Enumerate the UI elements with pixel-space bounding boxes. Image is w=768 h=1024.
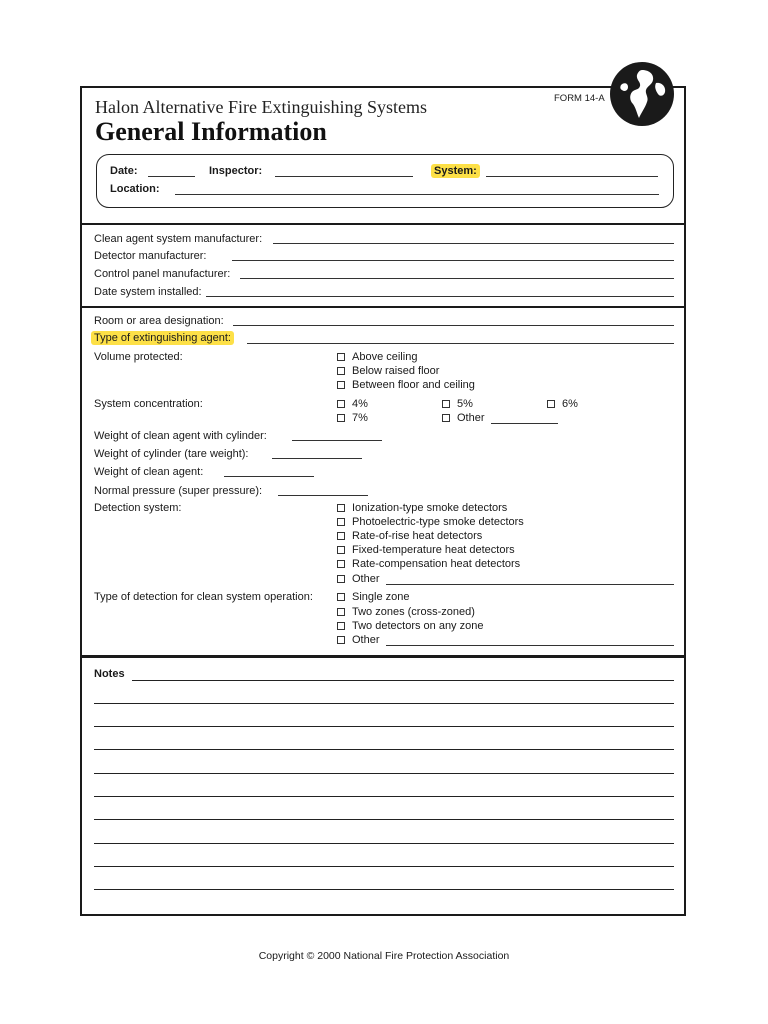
checkbox-icon[interactable] <box>442 414 450 422</box>
checkbox-icon[interactable] <box>337 353 345 361</box>
clean-agent-manufacturer-field[interactable] <box>273 243 674 244</box>
detection-option-label: Rate-compensation heat detectors <box>352 558 521 570</box>
detector-manufacturer-label: Detector manufacturer: <box>94 250 207 262</box>
concentration-option-label: 7% <box>352 412 368 424</box>
detection-option-label: Other <box>352 573 380 585</box>
location-label: Location: <box>110 183 160 195</box>
control-panel-manufacturer-field[interactable] <box>240 278 674 279</box>
concentration-other-field[interactable] <box>491 423 558 424</box>
inspection-form <box>80 86 686 916</box>
date-label: Date: <box>110 165 138 177</box>
normal-pressure-field[interactable] <box>278 495 368 496</box>
system-concentration-label: System concentration: <box>94 398 203 410</box>
notes-line[interactable] <box>94 726 674 727</box>
section-divider <box>82 655 684 658</box>
date-installed-field[interactable] <box>206 296 674 297</box>
volume-option-label: Between floor and ceiling <box>352 379 475 391</box>
date-installed-label: Date system installed: <box>94 286 202 298</box>
notes-line[interactable] <box>94 866 674 867</box>
checkbox-icon[interactable] <box>337 400 345 408</box>
room-designation-field[interactable] <box>233 325 674 326</box>
info-box <box>96 154 674 208</box>
agent-type-label: Type of extinguishing agent: <box>91 331 234 345</box>
detector-manufacturer-field[interactable] <box>232 260 674 261</box>
detection-type-option-label: Single zone <box>352 591 410 603</box>
system-field[interactable] <box>486 176 658 177</box>
detection-option-label: Fixed-temperature heat detectors <box>352 544 515 556</box>
checkbox-icon[interactable] <box>337 546 345 554</box>
volume-protected-label: Volume protected: <box>94 351 183 363</box>
normal-pressure-label: Normal pressure (super pressure): <box>94 485 263 497</box>
section-divider <box>82 223 684 225</box>
notes-line[interactable] <box>94 796 674 797</box>
agent-type-field[interactable] <box>247 343 674 344</box>
detection-type-option-label: Two detectors on any zone <box>352 620 484 632</box>
form-number: FORM 14-A <box>554 93 605 104</box>
location-field[interactable] <box>175 194 659 195</box>
checkbox-icon[interactable] <box>337 381 345 389</box>
concentration-option-label: 4% <box>352 398 368 410</box>
detection-option-label: Photoelectric-type smoke detectors <box>352 516 524 528</box>
inspector-label: Inspector: <box>209 165 263 177</box>
volume-option-label: Above ceiling <box>352 351 418 363</box>
checkbox-icon[interactable] <box>547 400 555 408</box>
notes-line[interactable] <box>94 749 674 750</box>
checkbox-icon[interactable] <box>337 560 345 568</box>
control-panel-manufacturer-label: Control panel manufacturer: <box>94 268 231 280</box>
detection-other-field[interactable] <box>386 584 674 585</box>
notes-line[interactable] <box>94 843 674 844</box>
notes-label: Notes <box>94 668 125 680</box>
checkbox-icon[interactable] <box>337 622 345 630</box>
notes-line[interactable] <box>94 703 674 704</box>
form-title: General Information <box>95 117 327 146</box>
copyright-notice: Copyright © 2000 National Fire Protection Association <box>258 950 510 962</box>
detection-type-label: Type of detection for clean system operation: <box>94 591 313 603</box>
checkbox-icon[interactable] <box>337 593 345 601</box>
room-designation-label: Room or area designation: <box>94 315 224 327</box>
weight-cylinder-field[interactable] <box>272 458 362 459</box>
checkbox-icon[interactable] <box>337 414 345 422</box>
detection-option-label: Ionization-type smoke detectors <box>352 502 508 514</box>
notes-line[interactable] <box>94 819 674 820</box>
weight-cylinder-label: Weight of cylinder (tare weight): <box>94 448 249 460</box>
weight-with-cylinder-field[interactable] <box>292 440 382 441</box>
inspector-field[interactable] <box>275 176 413 177</box>
notes-line[interactable] <box>132 680 674 681</box>
detection-option-label: Rate-of-rise heat detectors <box>352 530 483 542</box>
system-label: System: <box>431 164 480 178</box>
clean-agent-manufacturer-label: Clean agent system manufacturer: <box>94 233 263 245</box>
detection-type-option-label: Other <box>352 634 380 646</box>
globe-icon <box>609 61 675 127</box>
checkbox-icon[interactable] <box>442 400 450 408</box>
form-subtitle: Halon Alternative Fire Extinguishing Systems <box>95 97 427 117</box>
checkbox-icon[interactable] <box>337 367 345 375</box>
detection-type-option-label: Two zones (cross-zoned) <box>352 606 475 618</box>
concentration-option-label: 5% <box>457 398 473 410</box>
volume-option-label: Below raised floor <box>352 365 440 377</box>
detection-system-label: Detection system: <box>94 502 182 514</box>
date-field[interactable] <box>148 176 195 177</box>
checkbox-icon[interactable] <box>337 608 345 616</box>
section-divider <box>82 306 684 308</box>
weight-agent-label: Weight of clean agent: <box>94 466 204 478</box>
detection-type-other-field[interactable] <box>386 645 674 646</box>
checkbox-icon[interactable] <box>337 518 345 526</box>
notes-line[interactable] <box>94 889 674 890</box>
checkbox-icon[interactable] <box>337 636 345 644</box>
concentration-option-label: Other <box>457 412 485 424</box>
concentration-option-label: 6% <box>562 398 578 410</box>
weight-with-cylinder-label: Weight of clean agent with cylinder: <box>94 430 267 442</box>
checkbox-icon[interactable] <box>337 504 345 512</box>
checkbox-icon[interactable] <box>337 575 345 583</box>
weight-agent-field[interactable] <box>224 476 314 477</box>
notes-line[interactable] <box>94 773 674 774</box>
checkbox-icon[interactable] <box>337 532 345 540</box>
